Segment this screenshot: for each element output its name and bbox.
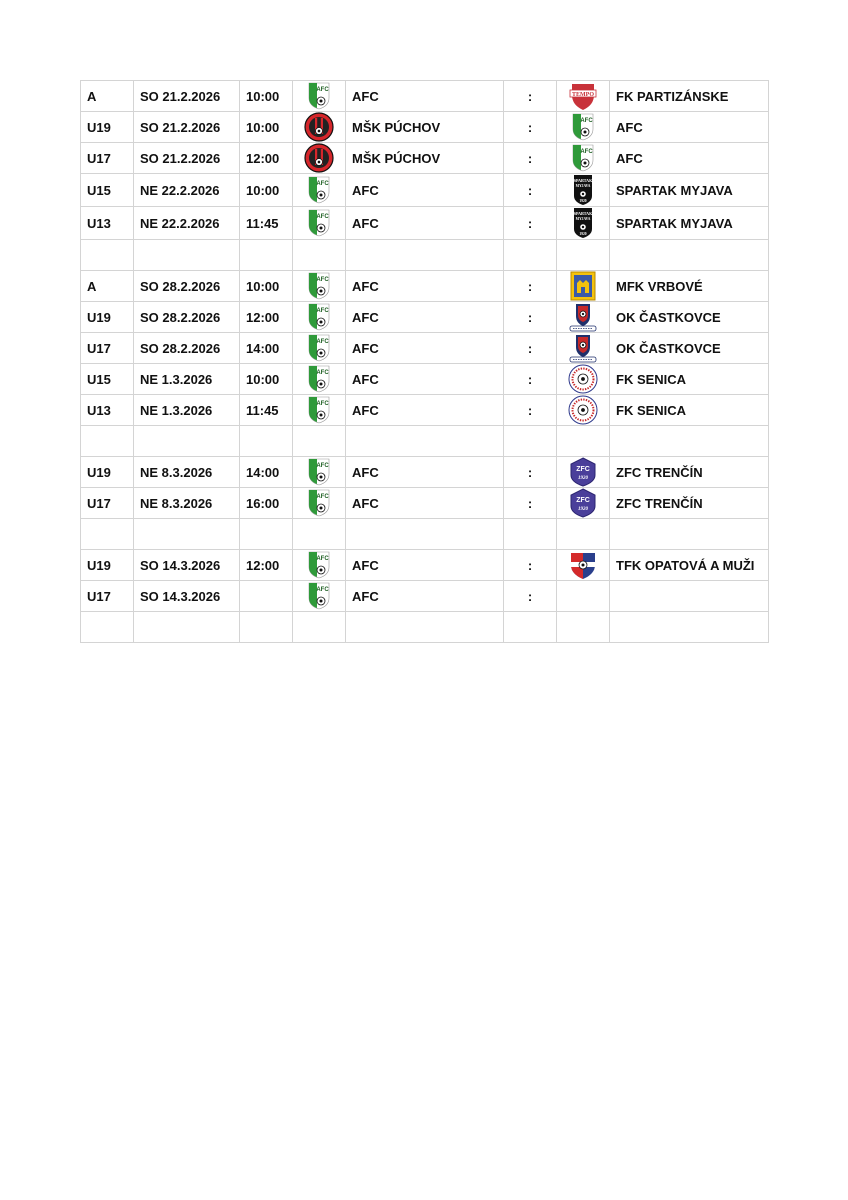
score-separator: :	[527, 88, 533, 104]
afc-crest-icon	[308, 303, 330, 331]
home-team-cell	[346, 302, 504, 333]
time-cell	[240, 457, 293, 488]
afc-crest-icon	[308, 272, 330, 300]
score-separator-cell	[504, 457, 557, 488]
date-cell	[134, 581, 240, 612]
afc-crest-icon	[572, 113, 594, 141]
home-team-cell	[346, 612, 504, 643]
date-cell	[134, 550, 240, 581]
away-team-cell	[610, 333, 769, 364]
home-team-name: AFC	[352, 309, 379, 325]
match-date: SO 21.2.2026	[140, 88, 221, 104]
home-team-name: MŠK PÚCHOV	[352, 119, 441, 135]
category-cell	[81, 457, 134, 488]
away-team-cell	[610, 143, 769, 174]
away-logo-cell	[557, 364, 610, 395]
category-cell	[81, 426, 134, 457]
home-team-name: AFC	[352, 557, 379, 573]
away-logo-cell	[557, 302, 610, 333]
ok-castkovce-crest-icon	[568, 302, 598, 332]
zfc-trencin-crest-icon	[569, 488, 597, 518]
match-date: NE 8.3.2026	[140, 495, 213, 511]
away-team-name: ZFC TRENČÍN	[616, 464, 703, 480]
afc-crest-icon	[308, 489, 330, 517]
svg-text:AFC: AFC	[580, 118, 593, 124]
match-row	[81, 581, 769, 612]
away-team-cell	[610, 174, 769, 207]
home-team-cell	[346, 550, 504, 581]
date-cell	[134, 426, 240, 457]
category-label: U19	[87, 119, 111, 135]
home-logo-cell	[293, 550, 346, 581]
score-separator: :	[527, 215, 533, 231]
away-team-cell	[610, 364, 769, 395]
match-date: SO 21.2.2026	[140, 119, 221, 135]
home-team-cell	[346, 457, 504, 488]
home-team-name: AFC	[352, 402, 379, 418]
home-team-cell	[346, 207, 504, 240]
home-team-cell	[346, 112, 504, 143]
away-team-name: OK ČASTKOVCE	[616, 340, 721, 356]
schedule-body	[81, 81, 769, 643]
score-separator-cell	[504, 364, 557, 395]
home-logo-cell	[293, 612, 346, 643]
away-logo-cell	[557, 112, 610, 143]
score-separator-cell	[504, 333, 557, 364]
home-team-name: AFC	[352, 371, 379, 387]
msk-puchov-crest-icon	[304, 143, 334, 173]
home-logo-cell	[293, 207, 346, 240]
score-separator-cell	[504, 240, 557, 271]
score-separator: :	[527, 495, 533, 511]
afc-crest-icon	[308, 458, 330, 486]
category-cell	[81, 302, 134, 333]
category-cell	[81, 612, 134, 643]
time-cell	[240, 395, 293, 426]
home-team-cell	[346, 519, 504, 550]
category-cell	[81, 364, 134, 395]
match-row	[81, 488, 769, 519]
category-cell	[81, 519, 134, 550]
away-team-name: FK PARTIZÁNSKE	[616, 88, 729, 104]
home-logo-cell	[293, 143, 346, 174]
category-cell	[81, 81, 134, 112]
category-cell	[81, 112, 134, 143]
home-team-cell	[346, 395, 504, 426]
svg-text:AFC: AFC	[316, 494, 329, 500]
score-separator-cell	[504, 426, 557, 457]
away-team-cell	[610, 457, 769, 488]
score-separator-cell	[504, 488, 557, 519]
date-cell	[134, 143, 240, 174]
svg-text:ZFC: ZFC	[576, 497, 590, 504]
kickoff-time: 14:00	[246, 340, 280, 356]
home-team-name: MŠK PÚCHOV	[352, 150, 441, 166]
score-separator: :	[527, 464, 533, 480]
date-cell	[134, 488, 240, 519]
afc-crest-icon	[308, 551, 330, 579]
away-team-name: FK SENICA	[616, 402, 687, 418]
away-logo-cell	[557, 271, 610, 302]
mfk-vrbove-crest-icon	[570, 271, 596, 301]
tempo-partizanske-crest-icon	[568, 81, 598, 111]
category-label: U15	[87, 182, 111, 198]
home-team-cell	[346, 581, 504, 612]
away-logo-cell	[557, 207, 610, 240]
score-separator: :	[527, 278, 533, 294]
away-team-name: OK ČASTKOVCE	[616, 309, 721, 325]
away-team-name: TFK OPATOVÁ A MUŽI	[616, 557, 755, 573]
kickoff-time: 12:00	[246, 309, 280, 325]
svg-text:AFC: AFC	[316, 181, 329, 187]
kickoff-time: 10:00	[246, 88, 280, 104]
match-date: SO 14.3.2026	[140, 557, 221, 573]
away-logo-cell	[557, 426, 610, 457]
away-logo-cell	[557, 81, 610, 112]
score-separator: :	[527, 309, 533, 325]
score-separator-cell	[504, 143, 557, 174]
match-row	[81, 364, 769, 395]
away-team-name: ZFC TRENČÍN	[616, 495, 703, 511]
category-cell	[81, 488, 134, 519]
away-logo-cell	[557, 395, 610, 426]
time-cell	[240, 519, 293, 550]
away-team-cell	[610, 81, 769, 112]
home-team-cell	[346, 364, 504, 395]
time-cell	[240, 207, 293, 240]
match-row	[81, 426, 769, 457]
home-team-name: AFC	[352, 588, 379, 604]
category-cell	[81, 333, 134, 364]
spartak-myjava-crest-icon	[573, 207, 593, 239]
away-logo-cell	[557, 143, 610, 174]
home-logo-cell	[293, 271, 346, 302]
svg-text:AFC: AFC	[316, 277, 329, 283]
date-cell	[134, 519, 240, 550]
fk-senica-crest-icon	[568, 395, 598, 425]
away-team-name: SPARTAK MYJAVA	[616, 215, 733, 231]
time-cell	[240, 81, 293, 112]
time-cell	[240, 488, 293, 519]
match-row	[81, 112, 769, 143]
svg-text:AFC: AFC	[316, 339, 329, 345]
score-separator: :	[527, 119, 533, 135]
home-team-cell	[346, 81, 504, 112]
match-date: SO 28.2.2026	[140, 340, 221, 356]
date-cell	[134, 457, 240, 488]
home-team-name: AFC	[352, 182, 379, 198]
home-team-name: AFC	[352, 495, 379, 511]
home-logo-cell	[293, 364, 346, 395]
home-team-cell	[346, 240, 504, 271]
away-logo-cell	[557, 550, 610, 581]
score-separator: :	[527, 371, 533, 387]
match-row	[81, 302, 769, 333]
home-team-name: AFC	[352, 340, 379, 356]
home-team-name: AFC	[352, 215, 379, 231]
date-cell	[134, 364, 240, 395]
time-cell	[240, 271, 293, 302]
kickoff-time: 10:00	[246, 182, 280, 198]
category-cell	[81, 143, 134, 174]
match-row	[81, 519, 769, 550]
date-cell	[134, 302, 240, 333]
away-team-cell	[610, 207, 769, 240]
home-team-cell	[346, 174, 504, 207]
svg-text:AFC: AFC	[316, 463, 329, 469]
match-row	[81, 207, 769, 240]
kickoff-time: 12:00	[246, 150, 280, 166]
msk-puchov-crest-icon	[304, 112, 334, 142]
away-logo-cell	[557, 333, 610, 364]
afc-crest-icon	[308, 582, 330, 610]
home-logo-cell	[293, 457, 346, 488]
svg-text:MYJAVA: MYJAVA	[575, 184, 591, 188]
kickoff-time: 11:45	[246, 402, 279, 418]
home-team-cell	[346, 333, 504, 364]
away-logo-cell	[557, 612, 610, 643]
home-logo-cell	[293, 333, 346, 364]
score-separator-cell	[504, 519, 557, 550]
time-cell	[240, 240, 293, 271]
score-separator-cell	[504, 207, 557, 240]
svg-text:AFC: AFC	[316, 556, 329, 562]
svg-text:MYJAVA: MYJAVA	[575, 217, 591, 221]
category-label: U15	[87, 371, 111, 387]
home-logo-cell	[293, 395, 346, 426]
away-team-name: MFK VRBOVÉ	[616, 278, 703, 294]
away-team-cell	[610, 112, 769, 143]
spartak-myjava-crest-icon	[573, 174, 593, 206]
match-row	[81, 271, 769, 302]
kickoff-time: 10:00	[246, 119, 280, 135]
time-cell	[240, 302, 293, 333]
away-team-name: SPARTAK MYJAVA	[616, 182, 733, 198]
kickoff-time: 14:00	[246, 464, 280, 480]
kickoff-time: 10:00	[246, 278, 280, 294]
date-cell	[134, 81, 240, 112]
category-cell	[81, 174, 134, 207]
time-cell	[240, 364, 293, 395]
score-separator-cell	[504, 581, 557, 612]
home-logo-cell	[293, 302, 346, 333]
match-date: NE 1.3.2026	[140, 371, 213, 387]
match-date: NE 22.2.2026	[140, 215, 220, 231]
svg-text:AFC: AFC	[316, 370, 329, 376]
kickoff-time: 12:00	[246, 557, 280, 573]
away-team-cell	[610, 550, 769, 581]
away-team-cell	[610, 395, 769, 426]
date-cell	[134, 395, 240, 426]
category-label: U19	[87, 557, 111, 573]
away-logo-cell	[557, 488, 610, 519]
category-cell	[81, 271, 134, 302]
home-logo-cell	[293, 81, 346, 112]
away-logo-cell	[557, 519, 610, 550]
afc-crest-icon	[308, 396, 330, 424]
tfk-opatova-crest-icon	[568, 550, 598, 580]
afc-crest-icon	[308, 365, 330, 393]
score-separator: :	[527, 588, 533, 604]
score-separator: :	[527, 557, 533, 573]
category-label: U13	[87, 402, 111, 418]
match-row	[81, 174, 769, 207]
category-label: U17	[87, 340, 111, 356]
away-team-cell	[610, 240, 769, 271]
away-team-cell	[610, 519, 769, 550]
home-logo-cell	[293, 112, 346, 143]
category-label: U19	[87, 464, 111, 480]
score-separator-cell	[504, 612, 557, 643]
date-cell	[134, 240, 240, 271]
match-date: NE 1.3.2026	[140, 402, 213, 418]
home-team-cell	[346, 488, 504, 519]
afc-crest-icon	[308, 82, 330, 110]
ok-castkovce-crest-icon	[568, 333, 598, 363]
match-date: SO 21.2.2026	[140, 150, 221, 166]
svg-text:TEMPO: TEMPO	[572, 91, 594, 98]
svg-text:1920: 1920	[578, 507, 588, 512]
time-cell	[240, 112, 293, 143]
away-logo-cell	[557, 240, 610, 271]
away-team-cell	[610, 488, 769, 519]
match-row	[81, 612, 769, 643]
svg-text:SPARTAK: SPARTAK	[573, 178, 593, 183]
time-cell	[240, 143, 293, 174]
svg-text:AFC: AFC	[316, 214, 329, 220]
category-label: U17	[87, 495, 111, 511]
match-date: SO 28.2.2026	[140, 278, 221, 294]
svg-text:SPARTAK: SPARTAK	[573, 211, 593, 216]
date-cell	[134, 207, 240, 240]
date-cell	[134, 612, 240, 643]
home-team-name: AFC	[352, 278, 379, 294]
svg-text:AFC: AFC	[316, 587, 329, 593]
category-cell	[81, 581, 134, 612]
away-logo-cell	[557, 581, 610, 612]
away-team-cell	[610, 271, 769, 302]
home-logo-cell	[293, 519, 346, 550]
away-logo-cell	[557, 457, 610, 488]
category-cell	[81, 395, 134, 426]
match-row	[81, 457, 769, 488]
home-team-cell	[346, 143, 504, 174]
match-date: NE 22.2.2026	[140, 182, 220, 198]
away-team-cell	[610, 302, 769, 333]
away-team-name: AFC	[616, 150, 643, 166]
afc-crest-icon	[572, 144, 594, 172]
score-separator: :	[527, 402, 533, 418]
category-cell	[81, 240, 134, 271]
svg-text:AFC: AFC	[580, 149, 593, 155]
match-row	[81, 333, 769, 364]
score-separator-cell	[504, 302, 557, 333]
match-row	[81, 81, 769, 112]
kickoff-time: 10:00	[246, 371, 280, 387]
category-label: U13	[87, 215, 111, 231]
kickoff-time: 16:00	[246, 495, 280, 511]
afc-crest-icon	[308, 209, 330, 237]
date-cell	[134, 271, 240, 302]
home-team-name: AFC	[352, 464, 379, 480]
match-date: NE 8.3.2026	[140, 464, 213, 480]
category-label: A	[87, 278, 97, 294]
score-separator-cell	[504, 81, 557, 112]
score-separator-cell	[504, 112, 557, 143]
time-cell	[240, 174, 293, 207]
away-team-name: AFC	[616, 119, 643, 135]
away-team-cell	[610, 612, 769, 643]
time-cell	[240, 426, 293, 457]
away-team-name: FK SENICA	[616, 371, 687, 387]
score-separator-cell	[504, 395, 557, 426]
score-separator: :	[527, 150, 533, 166]
date-cell	[134, 333, 240, 364]
away-team-cell	[610, 581, 769, 612]
match-date: SO 28.2.2026	[140, 309, 221, 325]
category-cell	[81, 207, 134, 240]
home-logo-cell	[293, 488, 346, 519]
home-team-name: AFC	[352, 88, 379, 104]
zfc-trencin-crest-icon	[569, 457, 597, 487]
match-date: SO 14.3.2026	[140, 588, 221, 604]
svg-text:1920: 1920	[579, 232, 587, 236]
svg-text:1920: 1920	[579, 199, 587, 203]
score-separator-cell	[504, 174, 557, 207]
category-cell	[81, 550, 134, 581]
svg-text:AFC: AFC	[316, 401, 329, 407]
score-separator-cell	[504, 271, 557, 302]
afc-crest-icon	[308, 176, 330, 204]
match-row	[81, 143, 769, 174]
kickoff-time: 11:45	[246, 215, 279, 231]
svg-text:AFC: AFC	[316, 87, 329, 93]
time-cell	[240, 333, 293, 364]
time-cell	[240, 581, 293, 612]
category-label: A	[87, 88, 97, 104]
date-cell	[134, 174, 240, 207]
afc-crest-icon	[308, 334, 330, 362]
match-row	[81, 550, 769, 581]
time-cell	[240, 612, 293, 643]
match-schedule-table	[80, 80, 769, 643]
score-separator: :	[527, 340, 533, 356]
score-separator: :	[527, 182, 533, 198]
home-logo-cell	[293, 426, 346, 457]
match-row	[81, 395, 769, 426]
time-cell	[240, 550, 293, 581]
category-label: U17	[87, 150, 111, 166]
svg-text:ZFC: ZFC	[576, 466, 590, 473]
category-label: U17	[87, 588, 111, 604]
svg-text:AFC: AFC	[316, 308, 329, 314]
home-logo-cell	[293, 174, 346, 207]
away-logo-cell	[557, 174, 610, 207]
score-separator-cell	[504, 550, 557, 581]
home-team-cell	[346, 271, 504, 302]
svg-text:1920: 1920	[578, 476, 588, 481]
home-logo-cell	[293, 240, 346, 271]
date-cell	[134, 112, 240, 143]
home-team-cell	[346, 426, 504, 457]
category-label: U19	[87, 309, 111, 325]
fk-senica-crest-icon	[568, 364, 598, 394]
match-row	[81, 240, 769, 271]
away-team-cell	[610, 426, 769, 457]
home-logo-cell	[293, 581, 346, 612]
